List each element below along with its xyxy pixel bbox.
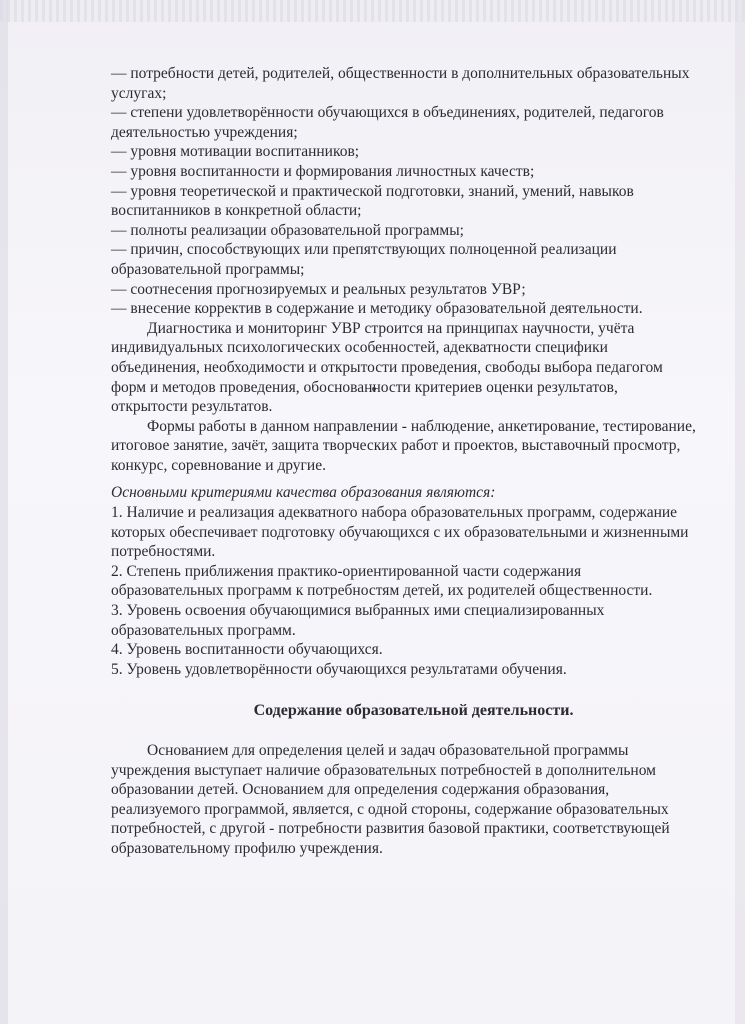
scan-artifact-left [0,0,8,1024]
scan-artifact-top [0,0,745,22]
criteria-item: 1. Наличие и реализация адекватного набора образовательных программ, содержание которых обеспечивает подготовку обучающихся с их образовательными и жизненными потребностями. [111,504,689,561]
principles-paragraph: Диагностика и мониторинг УВР строится на принципах научности, учёта индивидуальных психологических особенностей, адекватности специфики объединения, необходимости и открытости проведения, свободы выбора педагогом форм и методов проведения, обоснованности критериев оценки результатов, открытости результатов. [111,319,663,416]
list-item: — степени удовлетворённости обучающихся в объединениях, родителей, педагогов деятельностью учреждения; [111,104,664,141]
criteria-item: 2. Степень приближения практико-ориентированной части содержания образовательных программ к потребностям детей, их родителей общественности. [111,562,653,600]
list-item: — полноты реализации образовательной программы; [111,221,464,239]
scan-artifact-right [735,0,745,1024]
criteria-item: 5. Уровень удовлетворённости обучающихся результатами обучения. [111,660,567,678]
criteria-item: 4. Уровень воспитанности обучающихся. [111,641,383,659]
list-item: — потребности детей, родителей, общественности в дополнительных образовательных услугах; [111,65,690,102]
list-item: — уровня воспитанности и формирования личностных качеств; [111,162,535,180]
document-body [111,64,696,859]
forms-paragraph: Формы работы в данном направлении - наблюдение, анкетирование, тестирование, итоговое занятие, зачёт, защита творческих работ и проектов, выставочный просмотр, конкурс, соревнование и другие. [111,417,696,474]
content-paragraph: Основанием для определения целей и задач образовательной программы учреждения выступает наличие образовательных потребностей в дополнительном образовании детей. Основанием для определения содержания образования, реализуемого программой, является, с одной стороны, содержание образовательных потребностей, с другой - потребности развития базовой практики, соответствующей образовательному профилю учреждения. [111,742,670,857]
section-title: Содержание образовательной деятельности. [253,702,574,720]
list-item: — внесение корректив в содержание и методику образовательной деятельности. [111,300,643,318]
criteria-list [111,503,696,679]
list-item: — соотнесения прогнозируемых и реальных результатов УВР; [111,280,526,298]
list-item: — уровня теоретической и практической подготовки, знаний, умений, навыков воспитанников в конкретной области; [111,182,634,220]
list-item: — уровня мотивации воспитанников; [111,143,360,161]
criteria-item: 3. Уровень освоения обучающимися выбранных ими специализированных образовательных программ. [111,602,605,639]
criteria-heading: Основными критериями качества образования являются: [111,484,496,502]
monitoring-list [111,64,696,319]
list-item: — причин, способствующих или препятствующих полноценной реализации образовательной программы; [111,241,617,278]
